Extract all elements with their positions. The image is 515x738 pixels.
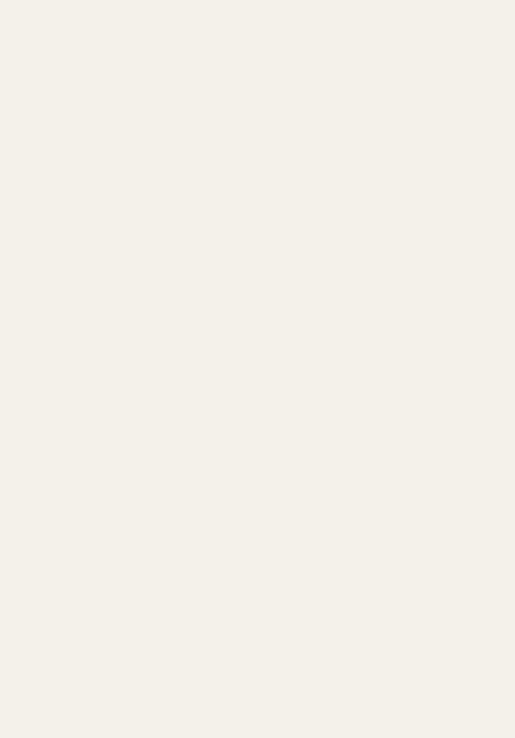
- lower-text-block: [32, 372, 483, 672]
- upper-text-block: [32, 18, 483, 308]
